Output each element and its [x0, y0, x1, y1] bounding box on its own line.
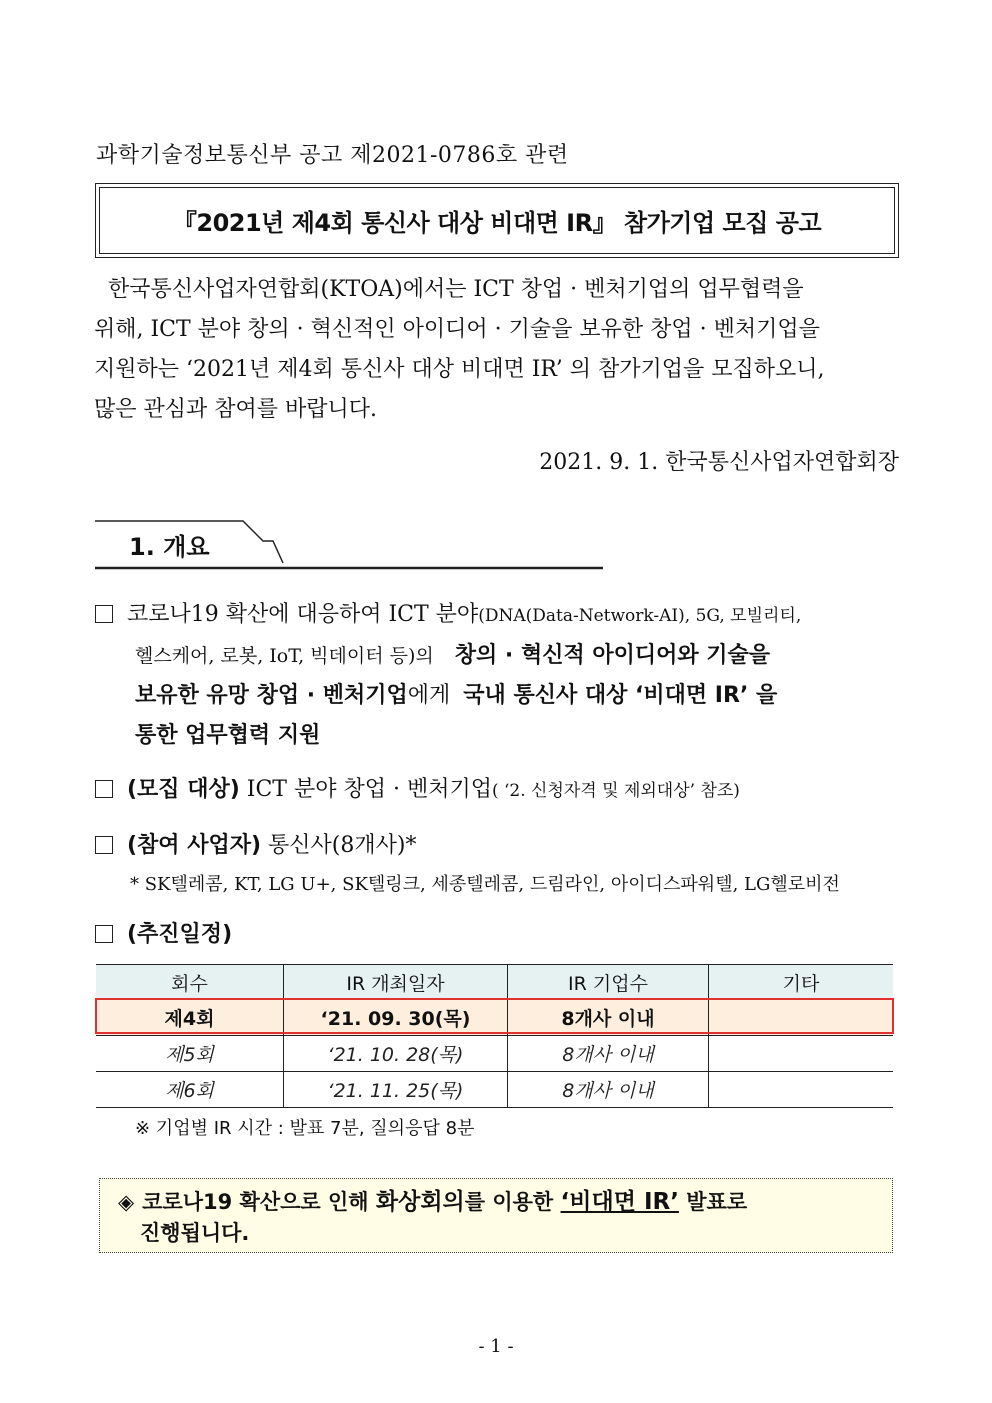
- column-header: 기타: [709, 965, 894, 1000]
- bullet-heading: (모집 대상): [127, 777, 240, 802]
- title-box: [95, 183, 899, 258]
- bullet-text: ICT 분야 창업 · 벤처기업: [246, 777, 492, 802]
- bullet-schedule: [95, 915, 232, 955]
- ir-time-note: ※ 기업별 IR 시간 : 발표 7분, 질의응답 8분: [135, 1118, 475, 1139]
- bullet-emphasis: 보유한 유망 창업 · 벤처기업: [135, 683, 408, 708]
- callout-emphasis: 화상회의: [375, 1189, 465, 1215]
- intro-line: 많은 관심과 참여를 바랍니다.: [94, 397, 377, 422]
- table-row: [96, 1036, 893, 1072]
- table-row-highlighted: [96, 1000, 893, 1036]
- table-header-row: [96, 965, 893, 1000]
- column-header: IR 개최일자: [284, 965, 508, 1000]
- callout-text: 코로나19 확산으로 인해: [142, 1190, 369, 1214]
- table-cell: 8개사 이내: [508, 1000, 709, 1036]
- callout-text: 발표로: [686, 1190, 748, 1214]
- table-cell: [709, 1036, 894, 1072]
- column-header: IR 기업수: [508, 965, 709, 1000]
- bullet-overview: [95, 595, 900, 756]
- bullet-participants: [95, 826, 416, 866]
- checkbox-icon: [95, 925, 113, 943]
- announcement-reference: 과학기술정보통신부 공고 제2021-0786호 관련: [96, 143, 569, 168]
- column-header: 회수: [96, 965, 284, 1000]
- document-title: 『2021년 제4회 통신사 대상 비대면 IR』 참가기업 모집 공고: [99, 187, 895, 254]
- bullet-emphasis: 통한 업무협력 지원: [135, 723, 321, 748]
- table-cell: ‘21. 11. 25(목): [284, 1072, 508, 1108]
- intro-paragraph: [94, 270, 900, 430]
- bullet-heading: (추진일정): [127, 922, 233, 947]
- section-header: [95, 517, 605, 573]
- section-title: 1. 개요: [129, 533, 210, 561]
- table-cell: ‘21. 10. 28(목): [284, 1036, 508, 1072]
- intro-line: 위해, ICT 분야 창의 · 혁신적인 아이디어 · 기술을 보유한 창업 · 벤처기업을: [94, 317, 820, 342]
- bullet-text: 코로나19 확산에 대응하여 ICT 분야: [127, 602, 479, 627]
- bullet-reference: ( ‘2. 신청자격 및 제외대상’ 참조): [491, 781, 740, 801]
- table-cell: [709, 1072, 894, 1108]
- table-cell: [709, 1000, 894, 1036]
- bullet-text: 에게: [407, 683, 451, 708]
- table-cell: 제6회: [96, 1072, 284, 1108]
- notice-callout: [99, 1178, 893, 1253]
- checkbox-icon: [95, 605, 113, 623]
- intro-line: 지원하는 ‘2021년 제4회 통신사 대상 비대면 IR’ 의 참가기업을 모집하오니,: [94, 357, 825, 382]
- bullet-emphasis: 창의 · 혁신적 아이디어와 기술을: [454, 643, 771, 668]
- bullet-text: 통신사(8개사)*: [268, 833, 417, 858]
- table-cell: 제5회: [96, 1036, 284, 1072]
- participants-note: * SK텔레콤, KT, LG U+, SK텔링크, 세종텔레콤, 드림라인, 아이디스파워텔, LG헬로비전: [130, 874, 840, 895]
- page-number: - 1 -: [478, 1336, 514, 1357]
- callout-text: 진행됩니다.: [140, 1221, 250, 1245]
- intro-line: 한국통신사업자연합회(KTOA)에서는 ICT 창업 · 벤처기업의 업무협력을: [108, 277, 804, 302]
- date-signature: 2021. 9. 1. 한국통신사업자연합회장: [539, 450, 899, 475]
- table-row: [96, 1072, 893, 1108]
- schedule-table: [96, 964, 893, 1108]
- bullet-text: (DNA(Data-Network-AI), 5G, 모빌리티,: [478, 606, 802, 626]
- bullet-recruit-target: [95, 770, 740, 811]
- checkbox-icon: [95, 836, 113, 854]
- bullet-emphasis: 국내 통신사 대상 ‘비대면 IR’ 을: [463, 683, 778, 708]
- table-cell: 제4회: [96, 1000, 284, 1036]
- table-cell: 8개사 이내: [508, 1072, 709, 1108]
- bullet-heading: (참여 사업자): [127, 833, 262, 858]
- bullet-text: 헬스케어, 로봇, IoT, 빅데이터 등)의: [135, 645, 434, 667]
- callout-underlined: ‘비대면 IR’: [560, 1189, 679, 1215]
- table-cell: 8개사 이내: [508, 1036, 709, 1072]
- callout-text: 를 이용한: [464, 1190, 554, 1214]
- diamond-icon: ◈: [118, 1190, 135, 1214]
- table-cell: ‘21. 09. 30(목): [284, 1000, 508, 1036]
- checkbox-icon: [95, 780, 113, 798]
